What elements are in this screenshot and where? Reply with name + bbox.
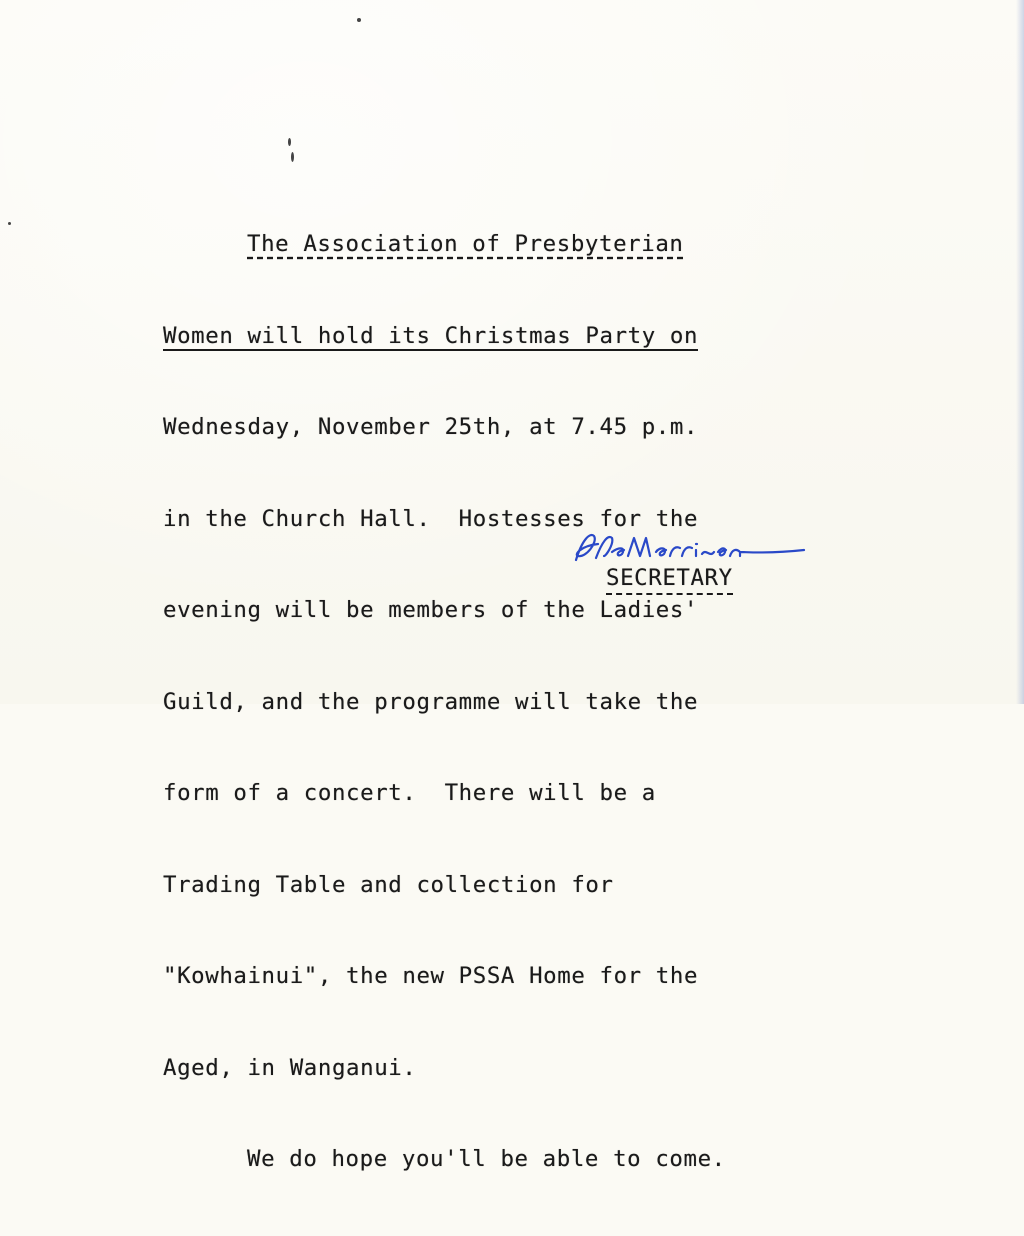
notice-line-6: Guild, and the programme will take the [163,688,699,715]
paper-speck [291,152,294,162]
notice-line-5: evening will be members of the Ladies' [163,597,699,623]
paper-speck [8,222,11,225]
notice-line-3: Wednesday, November 25th, at 7.45 p.m. [163,414,699,440]
notice-line-11: We do hope you'll be able to come. [247,1146,726,1172]
secretary-title: SECRETARY [606,565,733,595]
paper-speck [288,138,291,146]
notice-line-4: in the Church Hall. Hostesses for the [163,505,699,532]
card-edge [1016,0,1024,704]
notice-line-10: Aged, in Wanganui. [163,1054,417,1081]
notice-text [163,168,726,1236]
notice-line-7: form of a concert. There will be a [163,780,656,806]
notice-line-2 [163,321,726,352]
notice-line-9: "Kowhainui", the new PSSA Home for the [163,963,699,989]
paper-speck [357,18,361,22]
notice-line-8: Trading Table and collection for [163,871,614,898]
notice-line-2-text: Women will hold its Christmas Party on [163,322,699,349]
notice-line-1: The Association of Presbyterian [247,231,684,257]
